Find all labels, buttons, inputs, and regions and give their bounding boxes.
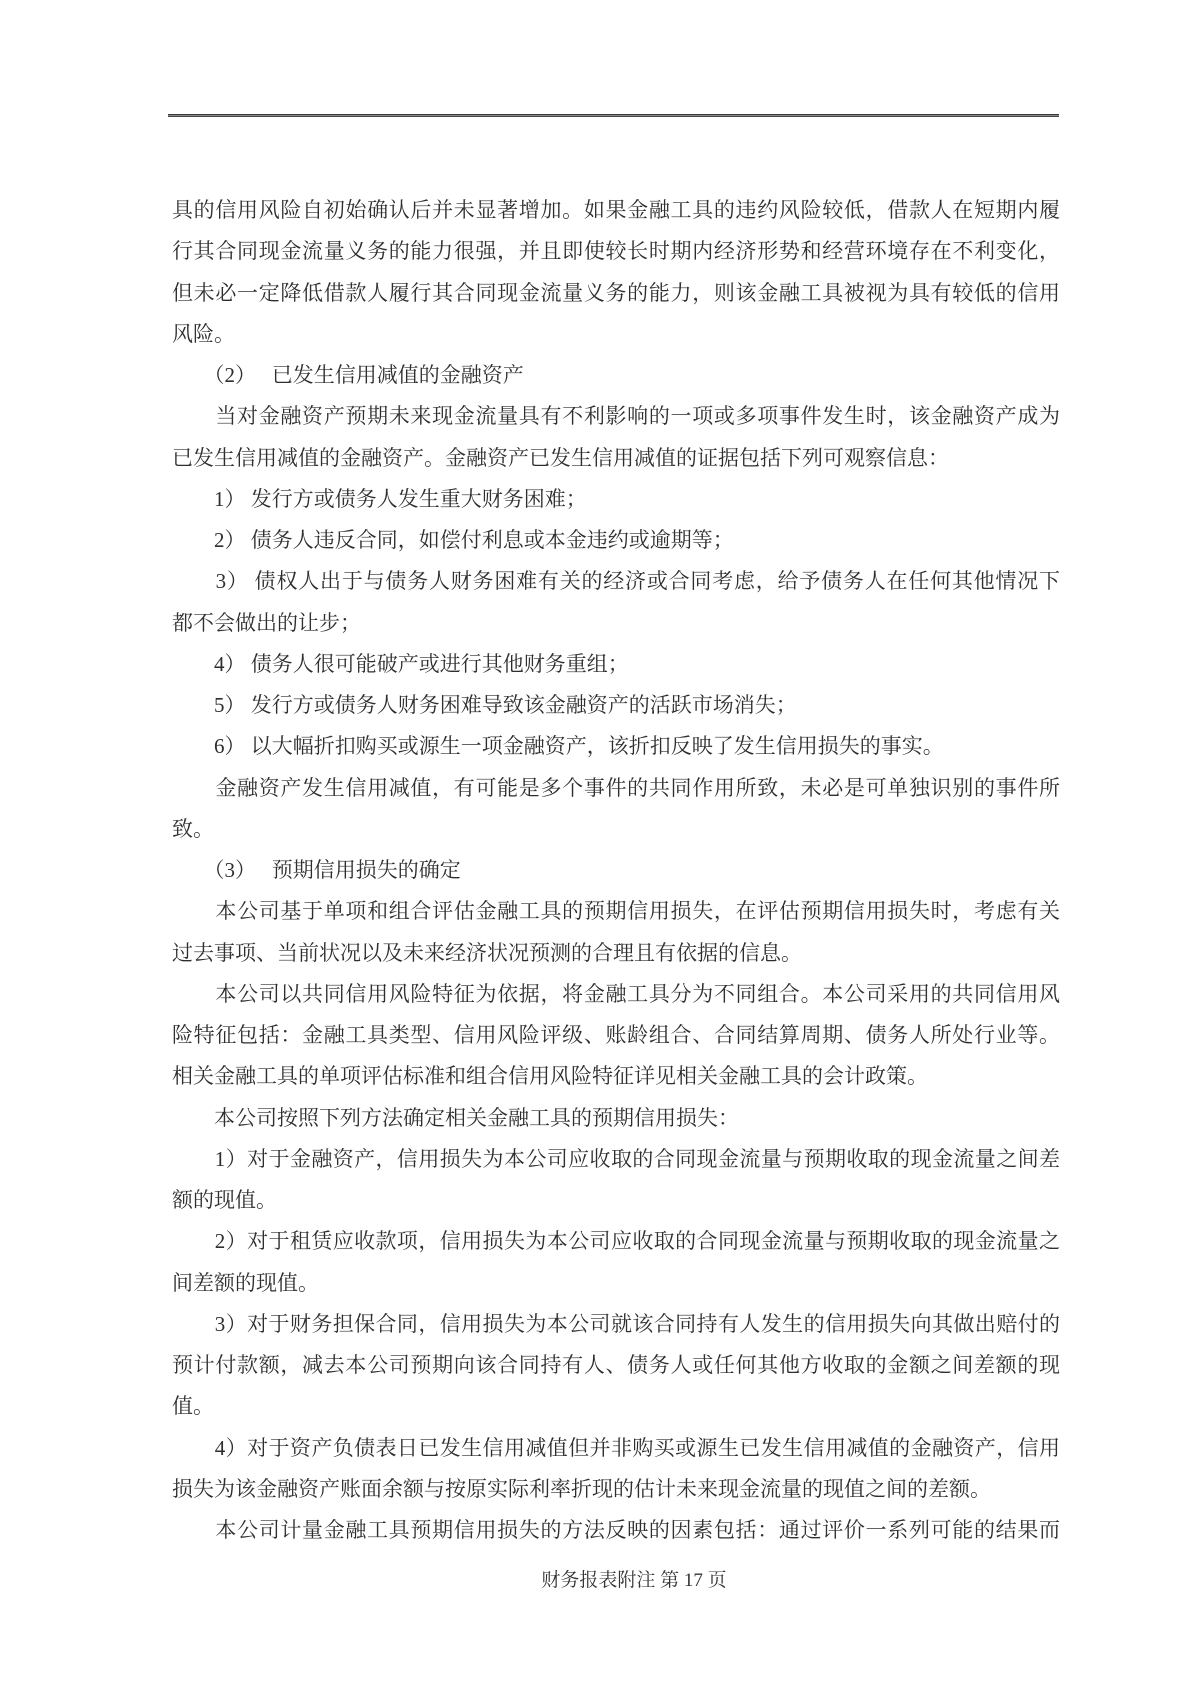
text-line: 3）对于财务担保合同，信用损失为本公司就该合同持有人发生的信用损失向其做出赔付的 bbox=[172, 1311, 1060, 1336]
text-line: （2） 已发生信用减值的金融资产 bbox=[172, 363, 524, 387]
text-line: 险特征包括：金融工具类型、信用风险评级、账龄组合、合同结算周期、债务人所处行业等。 bbox=[172, 1023, 1060, 1047]
paragraph-ecl-measurement-factors bbox=[172, 1510, 1060, 1551]
text-line: 相关金融工具的单项评估标准和组合信用风险特征详见相关金融工具的会计政策。 bbox=[172, 1064, 928, 1089]
heading-3-expected-credit-loss-determination bbox=[172, 850, 1060, 891]
list-item-2-breach-of-contract bbox=[172, 520, 1060, 561]
paragraph-ecl-methods-intro bbox=[172, 1098, 1060, 1139]
method-4-credit-impaired-at-balance-sheet-date bbox=[172, 1428, 1060, 1511]
header-rule bbox=[168, 114, 1059, 117]
list-item-6-deep-discount-purchase bbox=[172, 726, 1060, 767]
text-line: 预计付款额，减去本公司预期向该合同持有人、债务人或任何其他方收取的金额之间差额的现 bbox=[172, 1353, 1060, 1377]
text-line: 额的现值。 bbox=[172, 1188, 277, 1212]
heading-2-credit-impaired-financial-assets bbox=[172, 355, 1060, 396]
text-line: 本公司计量金融工具预期信用损失的方法反映的因素包括：通过评价一系列可能的结果而 bbox=[172, 1518, 1060, 1542]
paragraph-ecl-assessment-basis bbox=[172, 891, 1060, 974]
text-line: 风险。 bbox=[172, 321, 235, 346]
text-line: 值。 bbox=[172, 1394, 214, 1419]
text-line: 间差额的现值。 bbox=[172, 1270, 319, 1295]
text-line: 本公司按照下列方法确定相关金融工具的预期信用损失： bbox=[172, 1105, 739, 1130]
text-line: 1）对于金融资产，信用损失为本公司应收取的合同现金流量与预期收取的现金流量之间差 bbox=[172, 1146, 1060, 1171]
text-line: 都不会做出的让步； bbox=[172, 610, 361, 635]
paragraph-credit-impaired-intro bbox=[172, 396, 1060, 479]
list-item-4-probable-bankruptcy bbox=[172, 644, 1060, 685]
text-line: 行其合同现金流量义务的能力很强，并且即使较长时期内经济形势和经营环境存在不利变化， bbox=[172, 239, 1060, 264]
text-line: 4）对于资产负债表日已发生信用减值但并非购买或源生已发生信用减值的金融资产，信用 bbox=[172, 1435, 1060, 1460]
text-line: 致。 bbox=[172, 816, 214, 841]
method-2-lease-receivables bbox=[172, 1221, 1060, 1304]
method-3-financial-guarantee-contracts bbox=[172, 1304, 1060, 1428]
text-line: 金融资产发生信用减值，有可能是多个事件的共同作用所致，未必是可单独识别的事件所 bbox=[172, 775, 1060, 800]
text-line: 3） 债权人出于与债务人财务困难有关的经济或合同考虑，给予债务人在任何其他情况下 bbox=[172, 569, 1060, 594]
page-footer: 财务报表附注 第 17 页 bbox=[541, 1570, 727, 1591]
list-item-1-issuer-financial-difficulty bbox=[172, 479, 1060, 520]
text-line: 6） 以大幅折扣购买或源生一项金融资产，该折扣反映了发生信用损失的事实。 bbox=[172, 734, 944, 759]
paragraph-multiple-events-combined-effect bbox=[172, 768, 1060, 851]
text-line: 过去事项、当前状况以及未来经济状况预测的合理且有依据的信息。 bbox=[172, 940, 802, 965]
list-item-5-active-market-disappearance bbox=[172, 685, 1060, 726]
text-line: 2） 债务人违反合同，如偿付利息或本金违约或逾期等； bbox=[172, 528, 734, 552]
text-line: 本公司基于单项和组合评估金融工具的预期信用损失，在评估预期信用损失时，考虑有关 bbox=[172, 899, 1060, 924]
text-line: 4） 债务人很可能破产或进行其他财务重组； bbox=[172, 651, 629, 676]
text-line: 2）对于租赁应收款项，信用损失为本公司应收取的合同现金流量与预期收取的现金流量之 bbox=[172, 1229, 1060, 1254]
text-line: 具的信用风险自初始确认后并未显著增加。如果金融工具的违约风险较低，借款人在短期内履 bbox=[172, 198, 1060, 222]
paragraph-common-credit-risk-characteristics bbox=[172, 974, 1060, 1098]
text-line: 本公司以共同信用风险特征为依据，将金融工具分为不同组合。本公司采用的共同信用风 bbox=[172, 981, 1060, 1006]
text-line: 1） 发行方或债务人发生重大财务困难； bbox=[172, 486, 587, 511]
list-item-3-creditor-concession bbox=[172, 561, 1060, 644]
text-line: 损失为该金融资产账面余额与按原实际利率折现的估计未来现金流量的现值之间的差额。 bbox=[172, 1476, 991, 1501]
text-line: 当对金融资产预期未来现金流量具有不利影响的一项或多项事件发生时，该金融资产成为 bbox=[172, 404, 1060, 429]
document-body bbox=[172, 190, 1060, 1551]
text-line: （3） 预期信用损失的确定 bbox=[172, 858, 461, 882]
text-line: 已发生信用减值的金融资产。金融资产已发生信用减值的证据包括下列可观察信息： bbox=[172, 445, 949, 470]
text-line: 5） 发行方或债务人财务困难导致该金融资产的活跃市场消失； bbox=[172, 693, 797, 717]
method-1-financial-assets bbox=[172, 1139, 1060, 1222]
paragraph-low-credit-risk bbox=[172, 190, 1060, 355]
text-line: 但未必一定降低借款人履行其合同现金流量义务的能力，则该金融工具被视为具有较低的信用 bbox=[172, 280, 1060, 305]
